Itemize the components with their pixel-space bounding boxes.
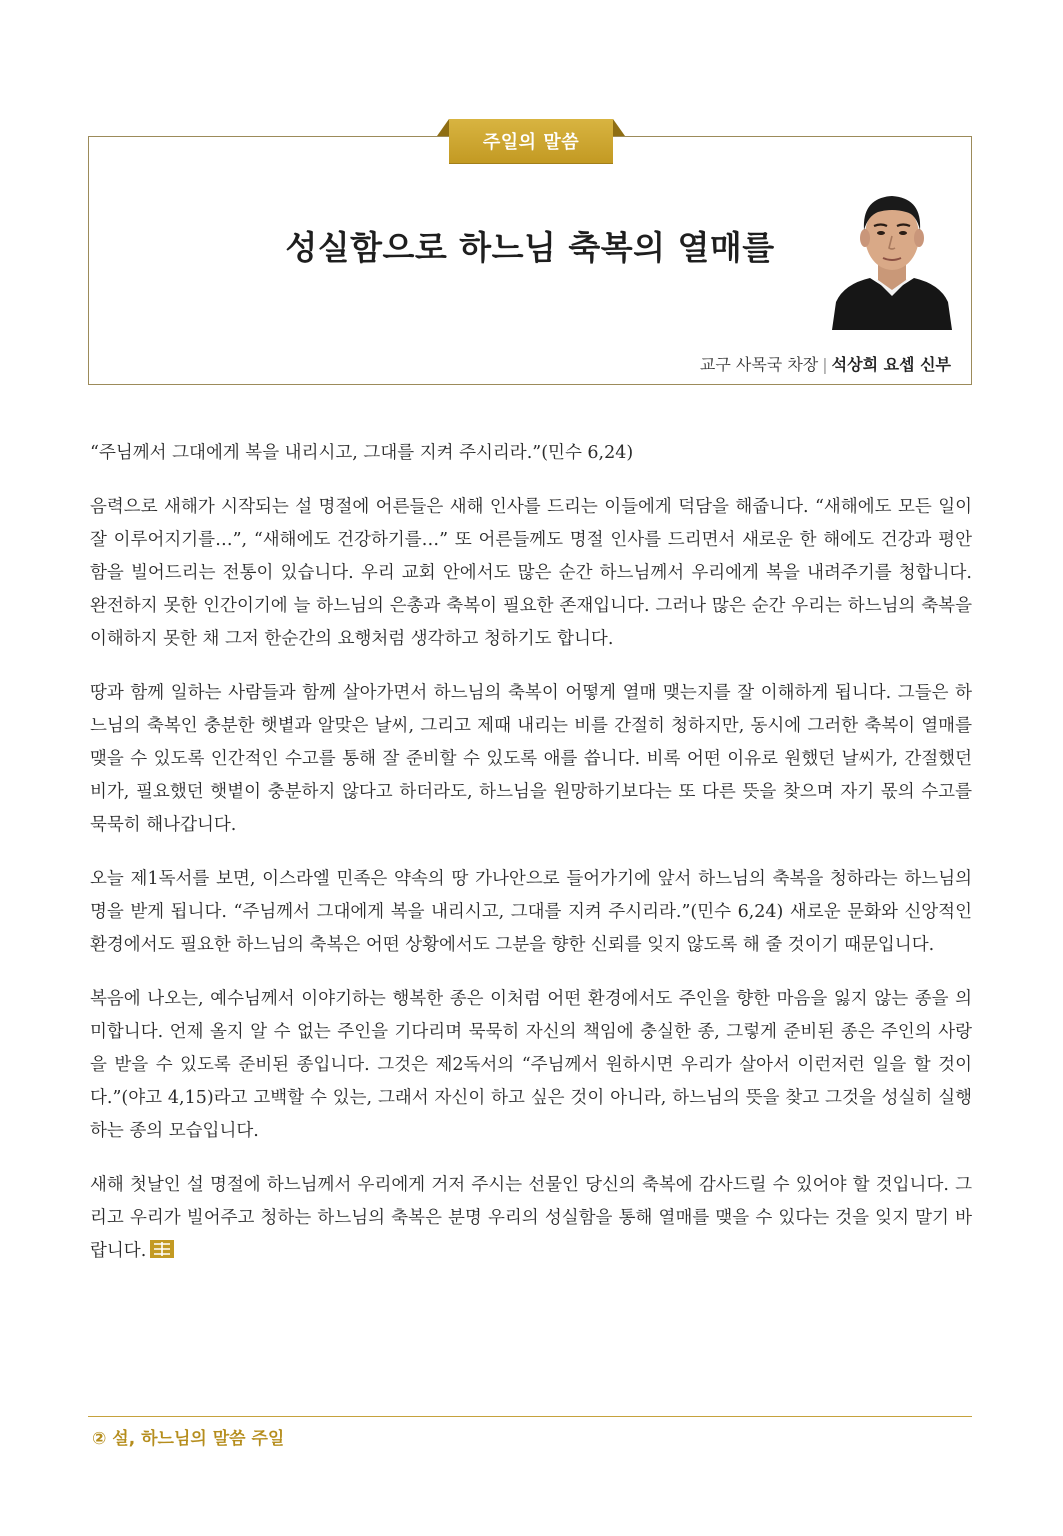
end-mark-icon bbox=[150, 1237, 174, 1255]
author-position: 교구 사목국 차장 bbox=[699, 355, 819, 374]
article-title: 성실함으로 하느님 축복의 열매를 bbox=[285, 228, 775, 267]
page-footer: ② 설, 하느님의 말씀 주일 bbox=[92, 1429, 285, 1449]
paragraph-5-text: 새해 첫날인 설 명절에 하느님께서 우리에게 거저 주시는 선물인 당신의 축복에 감사드릴 수 있어야 할 것입니다. 그리고 우리가 빌어주고 청하는 하느님의 축복은 분명 우리의 성실함을 통해 열매를 맺을 수 있다는 것을 잊지 말기 바랍니다. bbox=[90, 1175, 972, 1261]
paragraph-3: 오늘 제1독서를 보면, 이스라엘 민족은 약속의 땅 가나안으로 들어가기에 앞서 하느님의 축복을 청하라는 하느님의 명을 받게 됩니다. “주님께서 그대에게 복을 내리시고, 그대를 지켜 주시리라.”(민수 6,24) 새로운 문화와 신앙적인 환경에서도 필요한 하느님의 축복은 어떤 상황에서도 그분을 향한 신뢰를 잊지 않도록 해 줄 것이기 때문입니다. bbox=[90, 869, 972, 955]
author-photo bbox=[830, 180, 954, 330]
author-portrait-icon bbox=[830, 180, 954, 330]
article-body bbox=[90, 437, 972, 1289]
paragraph-5 bbox=[90, 1169, 972, 1268]
paragraph-4: 복음에 나오는, 예수님께서 이야기하는 행복한 종은 이처럼 어떤 환경에서도 주인을 향한 마음을 잃지 않는 종을 의미합니다. 언제 올지 알 수 없는 주인을 기다리며 묵묵히 자신의 책임에 충실한 종, 그렇게 준비된 종은 주인의 사랑을 받을 수 있도록 준비된 종입니다. 그것은 제2독서의 “주님께서 원하시면 우리가 살아서 이런저런 일을 할 것이다.”(야고 4,15)라고 고백할 수 있는, 그래서 자신이 하고 싶은 것이 아니라, 하느님의 뜻을 찾고 그것을 성실히 실행하는 종의 모습입니다. bbox=[90, 989, 972, 1141]
paragraph-2: 땅과 함께 일하는 사람들과 함께 살아가면서 하느님의 축복이 어떻게 열매 맺는지를 잘 이해하게 됩니다. 그들은 하느님의 축복인 충분한 햇볕과 알맞은 날씨, 그리고 제때 내리는 비를 간절히 청하지만, 동시에 그러한 축복이 열매를 맺을 수 있도록 인간적인 수고를 통해 잘 준비할 수 있도록 애를 씁니다. 비록 어떤 이유로 원했던 날씨가, 간절했던 비가, 필요했던 햇볕이 충분하지 않다고 하더라도, 하느님을 원망하기보다는 또 다른 뜻을 찾으며 자기 몫의 수고를 묵묵히 해나갑니다. bbox=[90, 683, 972, 835]
paragraph-quote: “주님께서 그대에게 복을 내리시고, 그대를 지켜 주시리라.”(민수 6,24) bbox=[90, 443, 634, 463]
paragraph-1: 음력으로 새해가 시작되는 설 명절에 어른들은 새해 인사를 드리는 이들에게 덕담을 해줍니다. “새해에도 모든 일이 잘 이루어지기를…”, “새해에도 건강하기를…” 또 어른들께도 명절 인사를 드리면서 새로운 한 해에도 건강과 평안함을 빌어드리는 전통이 있습니다. 우리 교회 안에서도 많은 순간 하느님께서 우리에게 복을 내려주기를 청합니다. 완전하지 못한 인간이기에 늘 하느님의 은총과 축복이 필요한 존재입니다. 그러나 많은 순간 우리는 하느님의 축복을 이해하지 못한 채 그저 한순간의 요행처럼 생각하고 청하기도 합니다. bbox=[90, 497, 972, 649]
footer-divider bbox=[88, 1416, 972, 1417]
author-name: 석상희 요셉 신부 bbox=[831, 355, 951, 374]
section-tag: 주일의 말씀 bbox=[449, 119, 613, 163]
author-byline bbox=[700, 352, 951, 375]
byline-separator: | bbox=[822, 355, 828, 374]
